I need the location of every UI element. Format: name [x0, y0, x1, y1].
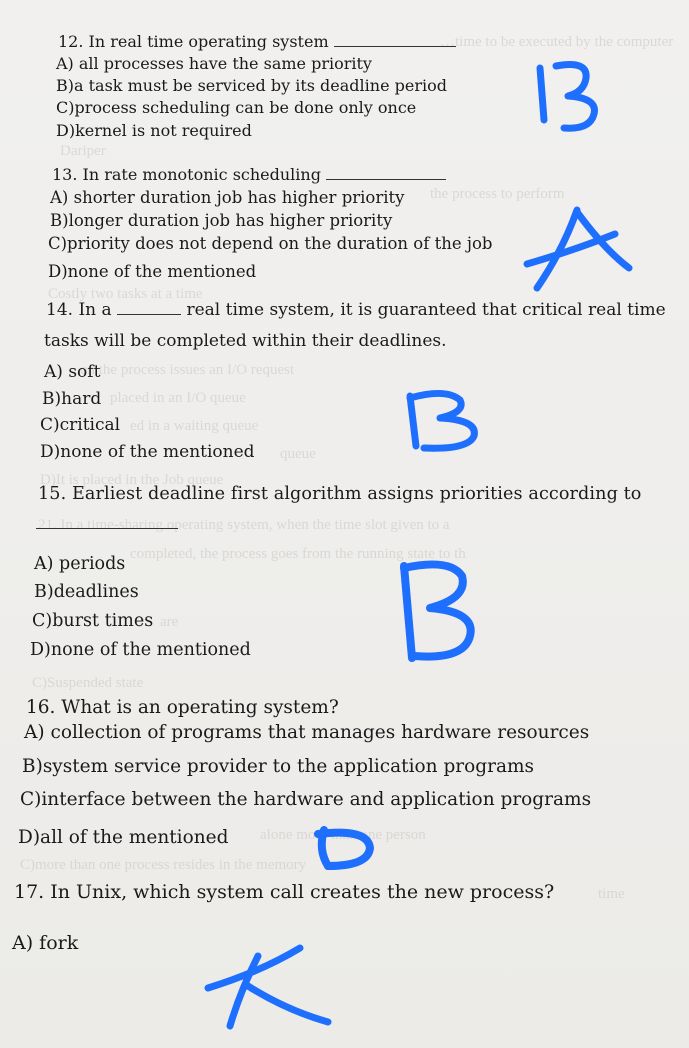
q13-stem: 13. In rate monotonic scheduling [52, 165, 446, 184]
q12-option-a: A) all processes have the same priority [56, 54, 372, 73]
q13-option-b: B)longer duration job has higher priority [50, 211, 393, 230]
q14-option-a: A) soft [44, 362, 101, 382]
q14-stem-line2: tasks will be completed within their deadlines. [44, 331, 447, 351]
q12-stem: 12. In real time operating system [58, 32, 456, 51]
q13-option-d: D)none of the mentioned [48, 262, 257, 281]
q12-handwritten-answer-b [528, 56, 618, 136]
q14-handwritten-answer-b [396, 386, 488, 456]
q16-option-c: C)interface between the hardware and application programs [20, 789, 592, 810]
q17-handwritten-answer-a [190, 932, 340, 1032]
q15-handwritten-answer-b [390, 558, 482, 670]
q17-stem: 17. In Unix, which system call creates the new process? [14, 881, 555, 903]
q15-option-c: C)burst times [32, 611, 154, 631]
q15-option-d: D)none of the mentioned [30, 640, 251, 660]
q14-stem: 14. In a real time system, it is guaranteed that critical real time [46, 300, 666, 320]
q16-handwritten-answer-d [310, 822, 380, 874]
q16-option-a: A) collection of programs that manages hardware resources [24, 722, 590, 743]
q13-handwritten-answer-a [515, 200, 645, 300]
q12-option-b: B)a task must be serviced by its deadline period [56, 76, 447, 95]
q14-option-c: C)critical [40, 415, 121, 435]
q14-option-b: B)hard [42, 389, 102, 409]
q15-option-a: A) periods [34, 554, 126, 574]
q17-option-a: A) fork [12, 932, 79, 954]
q16-option-b: B)system service provider to the application programs [22, 756, 535, 777]
q12-option-c: C)process scheduling can be done only once [56, 98, 417, 117]
q15-stem: 15. Earliest deadline first algorithm assigns priorities according to [38, 484, 642, 504]
q13-option-a: A) shorter duration job has higher priority [50, 188, 405, 207]
q15-option-b: B)deadlines [34, 582, 139, 602]
q12-option-d: D)kernel is not required [56, 121, 252, 140]
q13-option-c: C)priority does not depend on the duration of the job [48, 234, 493, 253]
q14-option-d: D)none of the mentioned [40, 442, 255, 462]
q16-option-d: D)all of the mentioned [18, 827, 229, 848]
q16-stem: 16. What is an operating system? [26, 697, 339, 718]
q15-answer-blank [36, 528, 178, 529]
